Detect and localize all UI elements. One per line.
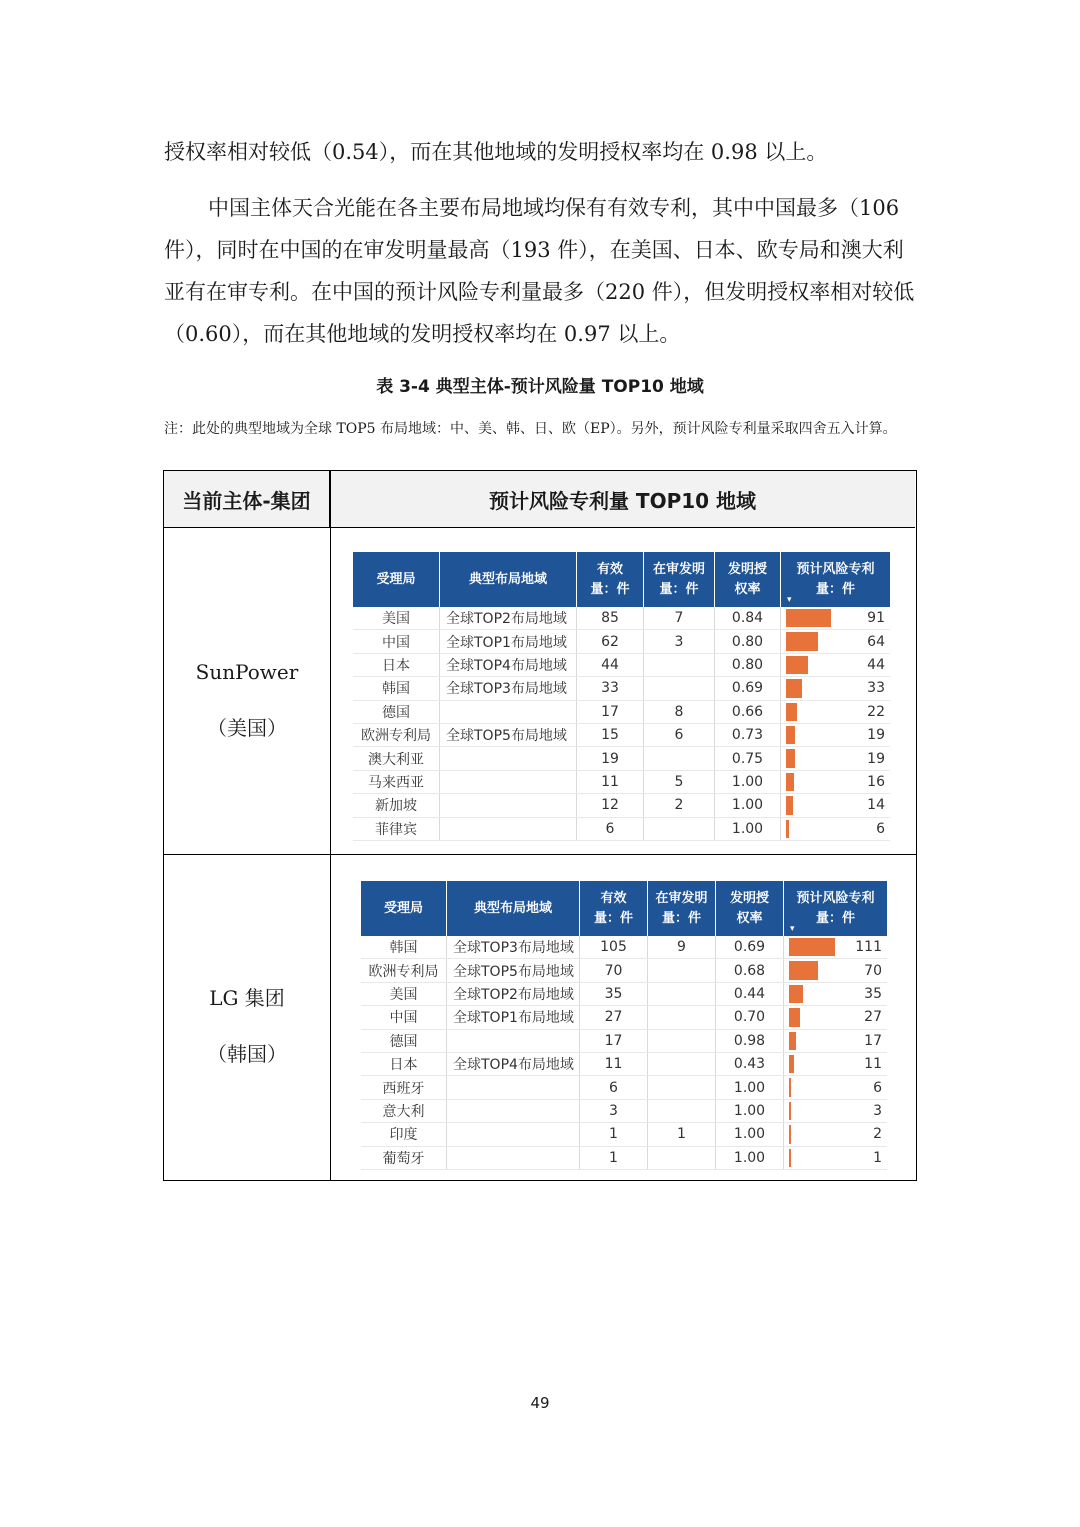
table-row bbox=[353, 607, 890, 630]
cell-office: 澳大利亚 bbox=[353, 747, 440, 769]
col-office-header bbox=[361, 881, 447, 936]
cell-region bbox=[447, 1123, 580, 1145]
cell-region: 全球TOP5布局地域 bbox=[447, 959, 580, 981]
cell-office: 印度 bbox=[361, 1123, 447, 1145]
paragraph-1: 授权率相对较低（0.54），而在其他地域的发明授权率均在 0.98 以上。 bbox=[164, 140, 828, 164]
table-row bbox=[361, 1030, 887, 1053]
cell-valid-count: 15 bbox=[577, 724, 644, 746]
cell-office: 美国 bbox=[353, 607, 440, 629]
risk-value: 11 bbox=[864, 1056, 882, 1073]
cell-office: 意大利 bbox=[361, 1100, 447, 1122]
cell-region bbox=[440, 747, 577, 769]
entity-sunpower bbox=[164, 657, 330, 743]
table-header-row bbox=[353, 552, 890, 607]
cell-grant-rate: 0.98 bbox=[716, 1030, 784, 1052]
col-office-label: 受理局 bbox=[383, 900, 423, 916]
cell-valid-count: 44 bbox=[577, 654, 644, 676]
cell-office: 美国 bbox=[361, 983, 447, 1005]
row-divider bbox=[164, 854, 916, 855]
cell-valid-count: 6 bbox=[577, 818, 644, 840]
cell-valid-count: 17 bbox=[580, 1030, 648, 1052]
col-pending-header bbox=[648, 881, 716, 936]
cell-grant-rate: 0.68 bbox=[716, 959, 784, 981]
cell-region: 全球TOP2布局地域 bbox=[447, 983, 580, 1005]
risk-bar bbox=[789, 1102, 791, 1120]
cell-office: 中国 bbox=[361, 1006, 447, 1028]
cell-pending-count bbox=[648, 1006, 716, 1028]
risk-bar bbox=[789, 1032, 796, 1050]
risk-bar bbox=[789, 1055, 794, 1073]
table-row bbox=[361, 1053, 887, 1076]
cell-grant-rate: 0.73 bbox=[715, 724, 781, 746]
cell-risk bbox=[784, 1053, 887, 1075]
cell-office: 中国 bbox=[353, 630, 440, 652]
risk-bar bbox=[786, 609, 831, 627]
cell-pending-count bbox=[644, 818, 715, 840]
cell-region: 全球TOP5布局地域 bbox=[440, 724, 577, 746]
cell-pending-count: 9 bbox=[648, 936, 716, 958]
cell-region bbox=[447, 1100, 580, 1122]
risk-value: 1 bbox=[873, 1149, 882, 1166]
cell-valid-count: 3 bbox=[580, 1100, 648, 1122]
cell-office: 菲律宾 bbox=[353, 818, 440, 840]
cell-pending-count bbox=[648, 959, 716, 981]
cell-valid-count: 33 bbox=[577, 677, 644, 699]
table-row bbox=[353, 818, 890, 841]
entity-name: LG 集团 bbox=[209, 986, 285, 1010]
cell-grant-rate: 1.00 bbox=[716, 1123, 784, 1145]
col-risk-label: 预计风险专利 量：件 bbox=[796, 890, 875, 926]
risk-value: 6 bbox=[873, 1079, 882, 1096]
col-valid-header bbox=[577, 552, 644, 607]
col-risk-header[interactable] bbox=[784, 881, 887, 936]
cell-office: 欧洲专利局 bbox=[353, 724, 440, 746]
cell-region: 全球TOP3布局地域 bbox=[447, 936, 580, 958]
risk-value: 2 bbox=[873, 1126, 882, 1143]
risk-value: 3 bbox=[873, 1102, 882, 1119]
cell-region: 全球TOP2布局地域 bbox=[440, 607, 577, 629]
cell-valid-count: 70 bbox=[580, 959, 648, 981]
table-header-row bbox=[361, 881, 887, 936]
risk-value: 22 bbox=[867, 703, 885, 720]
entity-lg bbox=[164, 983, 330, 1069]
table-row bbox=[361, 1147, 887, 1170]
cell-risk bbox=[784, 1100, 887, 1122]
cell-region bbox=[440, 701, 577, 723]
cell-valid-count: 85 bbox=[577, 607, 644, 629]
col-rate-label: 发明授 权率 bbox=[729, 890, 769, 926]
col-rate-header bbox=[715, 552, 781, 607]
table-row bbox=[353, 771, 890, 794]
col-region-header bbox=[440, 552, 577, 607]
col-region-label: 典型布局地域 bbox=[473, 900, 552, 916]
table-row bbox=[353, 747, 890, 770]
table-row bbox=[361, 1006, 887, 1029]
risk-bar bbox=[786, 749, 795, 767]
col-valid-header bbox=[580, 881, 648, 936]
cell-region: 全球TOP4布局地域 bbox=[447, 1053, 580, 1075]
cell-grant-rate: 0.66 bbox=[715, 701, 781, 723]
cell-grant-rate: 1.00 bbox=[715, 771, 781, 793]
cell-pending-count bbox=[648, 983, 716, 1005]
table-row bbox=[361, 1123, 887, 1146]
cell-office: 西班牙 bbox=[361, 1076, 447, 1098]
cell-risk bbox=[781, 677, 890, 699]
cell-grant-rate: 1.00 bbox=[716, 1100, 784, 1122]
entity-country: （美国） bbox=[207, 716, 287, 740]
table-row bbox=[353, 794, 890, 817]
col-rate-label: 发明授 权率 bbox=[727, 561, 767, 597]
cell-valid-count: 27 bbox=[580, 1006, 648, 1028]
cell-grant-rate: 1.00 bbox=[716, 1147, 784, 1169]
cell-risk bbox=[781, 794, 890, 816]
risk-value: 6 bbox=[876, 820, 885, 837]
entity-country: （韩国） bbox=[207, 1042, 287, 1066]
cell-risk bbox=[781, 747, 890, 769]
cell-risk bbox=[781, 654, 890, 676]
cell-office: 日本 bbox=[361, 1053, 447, 1075]
col-rate-header bbox=[716, 881, 784, 936]
cell-pending-count bbox=[648, 1053, 716, 1075]
table-row bbox=[361, 1076, 887, 1099]
table-note: 注：此处的典型地域为全球 TOP5 布局地域：中、美、韩、日、欧（EP）。另外，预计风险专利量采取四舍五入计算。 bbox=[164, 421, 897, 437]
cell-region: 全球TOP4布局地域 bbox=[440, 654, 577, 676]
cell-grant-rate: 0.80 bbox=[715, 630, 781, 652]
risk-bar bbox=[789, 961, 818, 979]
cell-region bbox=[440, 771, 577, 793]
cell-pending-count: 2 bbox=[644, 794, 715, 816]
cell-risk bbox=[784, 983, 887, 1005]
cell-region bbox=[447, 1030, 580, 1052]
sunpower-data-table bbox=[353, 552, 890, 841]
cell-pending-count bbox=[644, 677, 715, 699]
cell-office: 欧洲专利局 bbox=[361, 959, 447, 981]
cell-risk bbox=[784, 936, 887, 958]
paragraph-2: 中国主体天合光能在各主要布局地域均保有有效专利，其中中国最多（106 件），同时在中国的在审发明量最高（193 件），在美国、日本、欧专局和澳大利亚有在审专利。在中国的预计风险专利量最多（220 件），但发明授权率相对较低（0.60），而在其他地域的发明授权率均在 0.97 以上。 bbox=[164, 196, 915, 346]
cell-risk bbox=[781, 818, 890, 840]
col-office-header bbox=[353, 552, 440, 607]
sort-down-icon[interactable]: ▾ bbox=[787, 595, 792, 605]
cell-pending-count bbox=[644, 747, 715, 769]
entity-name: SunPower bbox=[195, 660, 299, 684]
cell-valid-count: 1 bbox=[580, 1147, 648, 1169]
cell-pending-count bbox=[648, 1147, 716, 1169]
cell-pending-count: 7 bbox=[644, 607, 715, 629]
cell-valid-count: 19 bbox=[577, 747, 644, 769]
risk-bar bbox=[789, 985, 803, 1003]
table-caption: 表 3-4 典型主体-预计风险量 TOP10 地域 bbox=[376, 377, 704, 397]
column-divider bbox=[330, 471, 331, 1180]
cell-valid-count: 11 bbox=[580, 1053, 648, 1075]
cell-pending-count bbox=[644, 654, 715, 676]
cell-grant-rate: 0.69 bbox=[716, 936, 784, 958]
table-row bbox=[353, 677, 890, 700]
page-number: 49 bbox=[530, 1394, 550, 1412]
table-row bbox=[361, 983, 887, 1006]
table-row bbox=[361, 1100, 887, 1123]
cell-pending-count: 8 bbox=[644, 701, 715, 723]
cell-grant-rate: 1.00 bbox=[715, 818, 781, 840]
cell-pending-count: 5 bbox=[644, 771, 715, 793]
risk-value: 70 bbox=[864, 962, 882, 979]
risk-bar bbox=[786, 632, 818, 650]
risk-bar bbox=[789, 938, 835, 956]
cell-pending-count: 1 bbox=[648, 1123, 716, 1145]
cell-grant-rate: 0.75 bbox=[715, 747, 781, 769]
cell-region bbox=[440, 794, 577, 816]
cell-risk bbox=[784, 1006, 887, 1028]
cell-office: 日本 bbox=[353, 654, 440, 676]
cell-pending-count bbox=[648, 1030, 716, 1052]
cell-pending-count bbox=[648, 1100, 716, 1122]
col-pending-label: 在审发明 量：件 bbox=[655, 890, 708, 926]
cell-pending-count: 3 bbox=[644, 630, 715, 652]
col-region-header bbox=[447, 881, 580, 936]
cell-office: 德国 bbox=[353, 701, 440, 723]
cell-region: 全球TOP1布局地域 bbox=[447, 1006, 580, 1028]
cell-grant-rate: 0.69 bbox=[715, 677, 781, 699]
risk-value: 44 bbox=[867, 656, 885, 673]
risk-value: 17 bbox=[864, 1032, 882, 1049]
col-pending-header bbox=[644, 552, 715, 607]
risk-bar bbox=[786, 679, 802, 697]
table-row bbox=[361, 959, 887, 982]
table-row bbox=[353, 630, 890, 653]
risk-bar bbox=[786, 820, 789, 838]
sort-down-icon[interactable]: ▾ bbox=[790, 924, 795, 934]
cell-valid-count: 35 bbox=[580, 983, 648, 1005]
col-risk-label: 预计风险专利 量：件 bbox=[796, 561, 875, 597]
table-row bbox=[353, 654, 890, 677]
risk-value: 19 bbox=[867, 750, 885, 767]
table-row bbox=[353, 701, 890, 724]
risk-bar bbox=[789, 1008, 800, 1026]
cell-office: 韩国 bbox=[361, 936, 447, 958]
cell-grant-rate: 0.70 bbox=[716, 1006, 784, 1028]
header-top10: 预计风险专利量 TOP10 地域 bbox=[330, 471, 915, 528]
lg-data-table bbox=[361, 881, 887, 1170]
cell-risk bbox=[781, 607, 890, 629]
risk-bar bbox=[786, 656, 808, 674]
risk-value: 19 bbox=[867, 727, 885, 744]
cell-office: 韩国 bbox=[353, 677, 440, 699]
risk-bar bbox=[786, 726, 795, 744]
cell-valid-count: 12 bbox=[577, 794, 644, 816]
cell-valid-count: 11 bbox=[577, 771, 644, 793]
header-entity: 当前主体-集团 bbox=[164, 471, 330, 528]
cell-valid-count: 17 bbox=[577, 701, 644, 723]
cell-grant-rate: 0.43 bbox=[716, 1053, 784, 1075]
table-row bbox=[353, 724, 890, 747]
cell-office: 德国 bbox=[361, 1030, 447, 1052]
cell-grant-rate: 0.80 bbox=[715, 654, 781, 676]
cell-risk bbox=[781, 701, 890, 723]
cell-office: 新加坡 bbox=[353, 794, 440, 816]
cell-valid-count: 1 bbox=[580, 1123, 648, 1145]
cell-risk bbox=[781, 771, 890, 793]
cell-risk bbox=[784, 959, 887, 981]
cell-pending-count: 6 bbox=[644, 724, 715, 746]
risk-bar bbox=[789, 1078, 791, 1096]
cell-office: 马来西亚 bbox=[353, 771, 440, 793]
cell-risk bbox=[781, 724, 890, 746]
cell-region: 全球TOP1布局地域 bbox=[440, 630, 577, 652]
cell-risk bbox=[784, 1123, 887, 1145]
cell-risk bbox=[784, 1147, 887, 1169]
col-office-label: 受理局 bbox=[376, 571, 416, 587]
cell-grant-rate: 0.44 bbox=[716, 983, 784, 1005]
risk-value: 16 bbox=[867, 773, 885, 790]
risk-bar bbox=[786, 703, 797, 721]
cell-region bbox=[440, 818, 577, 840]
cell-grant-rate: 0.84 bbox=[715, 607, 781, 629]
cell-valid-count: 62 bbox=[577, 630, 644, 652]
cell-valid-count: 6 bbox=[580, 1076, 648, 1098]
col-risk-header[interactable] bbox=[781, 552, 890, 607]
cell-grant-rate: 1.00 bbox=[715, 794, 781, 816]
risk-value: 14 bbox=[867, 797, 885, 814]
cell-office: 葡萄牙 bbox=[361, 1147, 447, 1169]
cell-grant-rate: 1.00 bbox=[716, 1076, 784, 1098]
risk-value: 64 bbox=[867, 633, 885, 650]
risk-bar bbox=[789, 1125, 791, 1143]
risk-value: 33 bbox=[867, 680, 885, 697]
col-valid-label: 有效 量：件 bbox=[590, 561, 630, 597]
col-pending-label: 在审发明 量：件 bbox=[652, 561, 705, 597]
risk-value: 111 bbox=[855, 939, 882, 956]
cell-risk bbox=[784, 1076, 887, 1098]
risk-value: 91 bbox=[867, 610, 885, 627]
table-row bbox=[361, 936, 887, 959]
risk-value: 27 bbox=[864, 1009, 882, 1026]
col-valid-label: 有效 量：件 bbox=[593, 890, 633, 926]
cell-valid-count: 105 bbox=[580, 936, 648, 958]
risk-bar bbox=[786, 773, 794, 791]
cell-region: 全球TOP3布局地域 bbox=[440, 677, 577, 699]
cell-risk bbox=[781, 630, 890, 652]
cell-risk bbox=[784, 1030, 887, 1052]
risk-bar bbox=[786, 796, 793, 814]
cell-region bbox=[447, 1076, 580, 1098]
risk-value: 35 bbox=[864, 985, 882, 1002]
cell-pending-count bbox=[648, 1076, 716, 1098]
risk-bar bbox=[789, 1149, 791, 1167]
cell-region bbox=[447, 1147, 580, 1169]
col-region-label: 典型布局地域 bbox=[468, 571, 547, 587]
